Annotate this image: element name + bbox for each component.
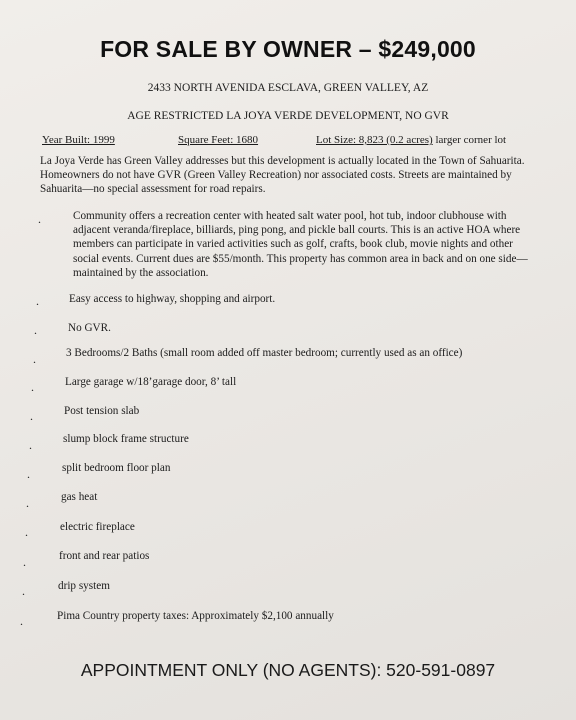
bullet-patios: front and rear patios bbox=[59, 550, 150, 562]
square-feet bbox=[178, 134, 258, 146]
bullet-marker: . bbox=[26, 496, 29, 510]
bullet-gas-heat: gas heat bbox=[61, 491, 98, 503]
flyer-title: FOR SALE BY OWNER – $249,000 bbox=[100, 36, 476, 62]
bullet-marker: . bbox=[38, 212, 41, 226]
bullet-slab: Post tension slab bbox=[64, 405, 140, 417]
bullet-marker: . bbox=[27, 467, 30, 481]
bullet-marker: . bbox=[25, 525, 28, 539]
bullet-community: Community offers a recreation center with heated salt water pool, hot tub, indoor clubhouse with adjacent veranda/fireplace, billiards, ping pong, and pickle ball courts. This is an active HOA where members can participate in varied activities such as golf, crafts, book club, movie nights and other social events. Current dues are $55/month. This property has common area in back and on one side—maintained by the association. bbox=[73, 210, 528, 279]
bullet-marker: . bbox=[30, 409, 33, 423]
lot-size-value: Lot Size: 8,823 (0.2 acres) bbox=[316, 134, 433, 146]
bullet-marker: . bbox=[20, 614, 23, 628]
bullet-garage: Large garage w/18’garage door, 8’ tall bbox=[65, 376, 237, 388]
bullet-marker: . bbox=[29, 438, 32, 452]
lot-size-note: larger corner lot bbox=[432, 134, 507, 146]
bullet-marker: . bbox=[22, 584, 25, 598]
lot-size bbox=[316, 134, 506, 146]
intro-paragraph: La Joya Verde has Green Valley addresses but this development is actually located in the Town of Sahuarita. Homeowners do not have GVR (Green Valley Recreation) nor associated costs. Streets are maintained by Sahuarita—no special assessment for road repairs. bbox=[40, 155, 525, 195]
bullet-marker: . bbox=[34, 323, 37, 337]
bullet-taxes: Pima Country property taxes: Approximately $2,100 annually bbox=[57, 610, 334, 622]
bullet-marker: . bbox=[33, 352, 36, 366]
bullet-access: Easy access to highway, shopping and airport. bbox=[69, 293, 276, 305]
bullet-no-gvr: No GVR. bbox=[68, 322, 111, 334]
year-built-text: Year Built: 1999 bbox=[42, 134, 115, 146]
bullet-floor-plan: split bedroom floor plan bbox=[62, 462, 171, 474]
property-address: 2433 NORTH AVENIDA ESCLAVA, GREEN VALLEY, AZ bbox=[147, 82, 429, 94]
bullet-structure: slump block frame structure bbox=[63, 433, 189, 445]
bullet-marker: . bbox=[31, 380, 34, 394]
bullet-drip: drip system bbox=[58, 580, 110, 592]
bullet-marker: . bbox=[23, 555, 26, 569]
year-built bbox=[42, 134, 115, 146]
bullet-bedrooms: 3 Bedrooms/2 Baths (small room added off master bedroom; currently used as an office) bbox=[66, 347, 463, 359]
square-feet-text: Square Feet: 1680 bbox=[178, 134, 259, 146]
bullet-marker: . bbox=[36, 294, 39, 308]
bullet-fireplace: electric fireplace bbox=[60, 521, 135, 533]
development-note: AGE RESTRICTED LA JOYA VERDE DEVELOPMENT, NO GVR bbox=[127, 110, 449, 122]
appointment-contact: APPOINTMENT ONLY (NO AGENTS): 520-591-0897 bbox=[80, 660, 496, 680]
